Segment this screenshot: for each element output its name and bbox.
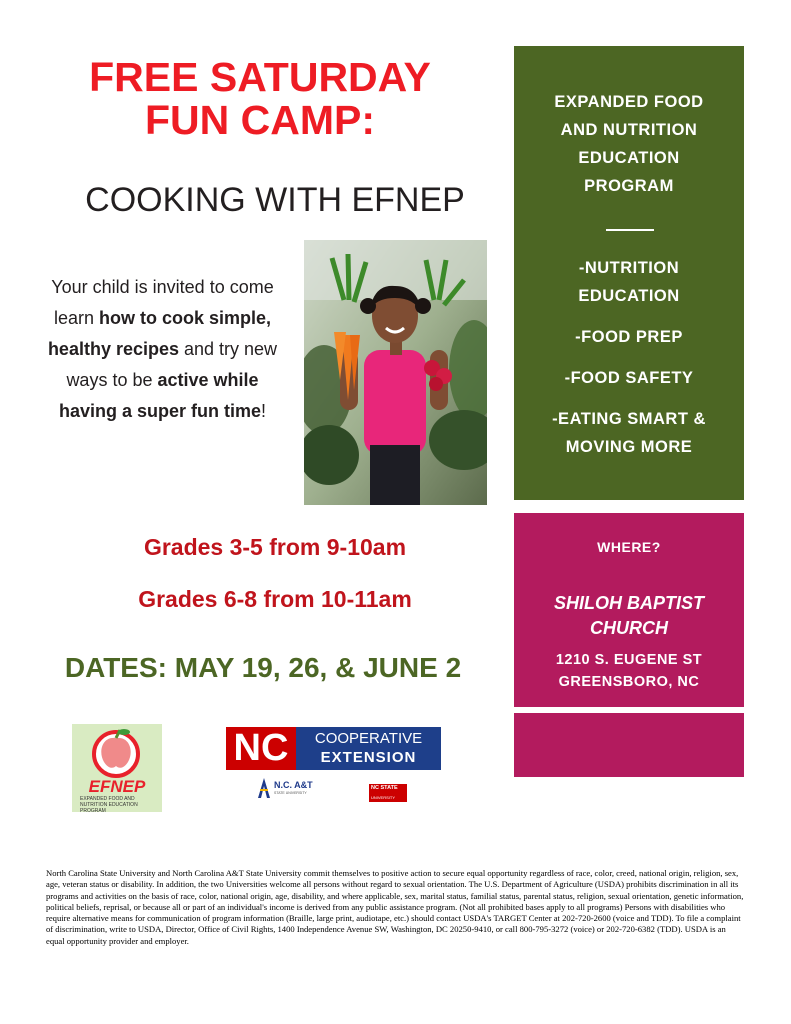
camp-dates: DATES: MAY 19, 26, & JUNE 2 — [64, 652, 462, 683]
program-title-line: AND NUTRITION — [560, 121, 698, 139]
location-panel — [514, 513, 744, 707]
topic-item: -FOOD PREP — [575, 328, 683, 346]
ncstate-logo — [369, 784, 407, 802]
flyer-subtitle: COOKING WITH EFNEP — [85, 181, 465, 219]
girl-with-vegetables-photo — [304, 240, 487, 505]
church-name: SHILOH BAPTIST CHURCH — [553, 593, 704, 638]
nc-line-2: EXTENSION — [320, 749, 417, 766]
title-line-1: FREE SATURDAY — [89, 54, 431, 100]
nc-line-1: COOPERATIVE — [314, 730, 423, 747]
ncstate-line-2: UNIVERSITY — [371, 795, 396, 800]
program-title-line: EXPANDED FOOD — [554, 93, 704, 111]
grade-line-2: Grades 6-8 from 10-11am — [138, 586, 412, 612]
church-address — [514, 649, 744, 693]
ncstate-line-1: NC STATE — [371, 785, 398, 791]
title-line-2: FUN CAMP: — [144, 97, 376, 143]
address-line: GREENSBORO, NC — [558, 674, 700, 690]
where-label: WHERE? — [597, 539, 661, 555]
invite-text-3: ! — [261, 401, 267, 421]
program-topics — [514, 254, 744, 474]
program-panel — [514, 46, 744, 500]
address-line: 1210 S. EUGENE ST — [555, 652, 703, 668]
efnep-wordmark: EFNEP — [88, 777, 146, 796]
invite-bold-1: how to cook simple, healthy recipes — [47, 308, 272, 359]
invite-text-1: Your child is invited to come learn — [51, 277, 274, 328]
invite-text-2: and try new ways to be — [66, 339, 278, 390]
nc-mark: NC — [226, 727, 296, 770]
grade-schedule — [60, 532, 490, 636]
ncat-aggie-icon — [258, 778, 270, 798]
program-title-line: EDUCATION — [578, 149, 680, 167]
grade-line-1: Grades 3-5 from 9-10am — [143, 534, 407, 560]
location-panel-footer — [514, 713, 744, 777]
flyer-title — [40, 56, 480, 142]
program-title-line: PROGRAM — [584, 177, 674, 195]
photo-illustration — [304, 240, 487, 505]
invitation-text — [40, 272, 285, 427]
topic-item: -NUTRITION EDUCATION — [578, 259, 680, 305]
ncat-logo — [258, 778, 330, 800]
nondiscrimination-statement: North Carolina State University and North Carolina A&T State University commit themselves to positive action to secure equal opportunity regardless of race, color, creed, national origin, religion, sex, age, veteran status or disability. In addition, the two Universities welcome all persons without regard to sexual orientation. The U.S. Department of Agriculture (USDA) prohibits discrimination in all its programs and activities on the basis of race, color, national origin, age, disability, and where applicable, sex, marital status, familial status, parental status, religion, sexual orientation, genetic information, political beliefs, reprisal, or because all or part of an individual's income is derived from any public assistance program. (Not all prohibited bases apply to all programs) Persons with disabilities who require alternative means for communication of program information (Braille, large print, audiotape, etc.) should contact USDA's TARGET Center at 202-720-2600 (voice and TDD). To file a complaint of discrimination, write to USDA, Director, Office of Civil Rights, 1400 Independence Avenue SW, Washington, DC 20250-9410, or call 800-795-3272 (voice) or 202-720-6382 (TDD). USDA is an equal opportunity provider and employer. — [46, 868, 744, 946]
ncat-sub: STATE UNIVERSITY — [274, 791, 307, 795]
ncat-wordmark: N.C. A&T — [274, 780, 313, 790]
topic-item: -FOOD SAFETY — [564, 369, 694, 387]
topic-item: -EATING SMART & MOVING MORE — [552, 410, 706, 456]
program-title — [514, 88, 744, 200]
panel-divider — [606, 229, 654, 231]
nc-cooperative-extension-logo — [226, 727, 441, 770]
efnep-tagline: EXPANDED FOOD AND NUTRITION EDUCATION PROGRAM — [80, 796, 138, 814]
nc-extension-block — [296, 727, 441, 770]
invite-bold-2: active while having a super fun time — [58, 370, 262, 421]
efnep-logo — [72, 724, 162, 812]
